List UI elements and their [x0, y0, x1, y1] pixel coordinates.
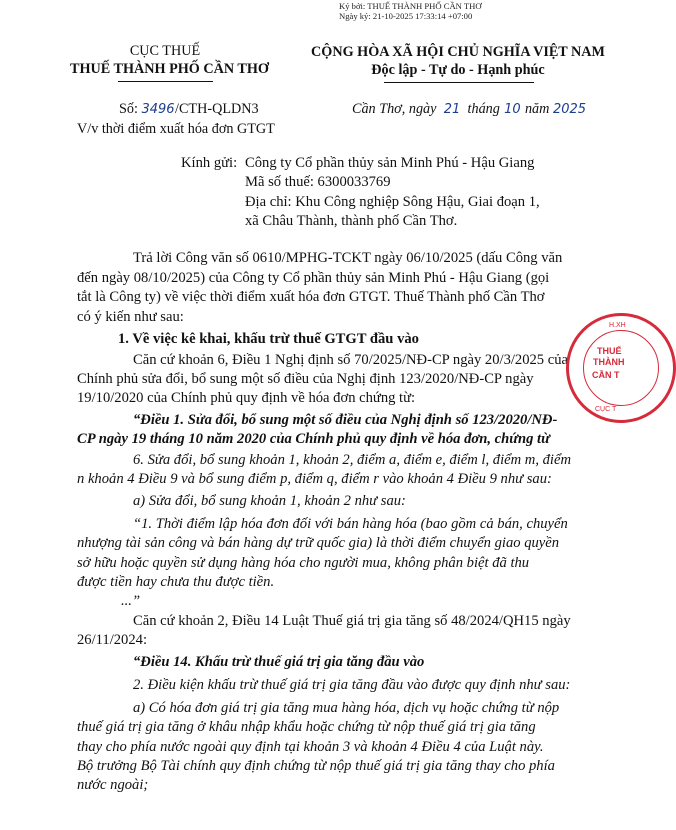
date-month-handwritten: 10 [504, 102, 521, 117]
intro-line-2: đến ngày 08/10/2025) của Công ty Cổ phần thủy sản Minh Phú - Hậu Giang (gọi [77, 270, 550, 286]
date-day-handwritten: 21 [443, 102, 461, 117]
motto: Độc lập - Tự do - Hạnh phúc [371, 62, 545, 78]
nd70-line-3: 19/10/2020 của Chính phủ quy định về hóa đơn chứng từ: [77, 390, 416, 406]
document-number [119, 101, 259, 118]
law48-line-2: 26/11/2024: [77, 632, 147, 648]
article14-a-line-2: thuế giá trị gia tăng ở khâu nhập khẩu hoặc chứng từ nộp thuế giá trị gia tăng [77, 719, 536, 735]
recipient-address-1: Địa chỉ: Khu Công nghiệp Sông Hậu, Giai đoạn 1, [245, 194, 540, 210]
office-name: THUẾ THÀNH PHỐ CẦN THƠ [70, 61, 269, 77]
quote-1-line-3: sở hữu hoặc quyền sử dụng hàng hóa cho người mua, không phân biệt đã thu [77, 555, 530, 571]
article14-a-line-5: nước ngoài; [77, 777, 149, 793]
section-1-heading: 1. Về việc kê khai, khấu trừ thuế GTGT đầu vào [118, 331, 419, 347]
quote-a: a) Sửa đổi, bổ sung khoản 1, khoản 2 như sau: [133, 493, 406, 509]
country-name: CỘNG HÒA XÃ HỘI CHỦ NGHĨA VIỆT NAM [311, 44, 605, 60]
official-stamp [566, 313, 676, 423]
number-prefix: Số: [119, 101, 138, 117]
article1-line-1: “Điều 1. Sửa đổi, bổ sung một số điều của Nghị định số 123/2020/NĐ- [133, 412, 558, 428]
article1-line-2: CP ngày 19 tháng 10 năm 2020 của Chính phủ quy định về hóa đơn, chứng từ [77, 431, 550, 447]
stamp-edge-bottom: CỤC T [595, 406, 617, 413]
intro-line-4: có ý kiến như sau: [77, 309, 184, 325]
agency-name: CỤC THUẾ [129, 43, 201, 59]
article14-condition: 2. Điều kiện khấu trừ thuế giá trị gia tăng đầu vào được quy định như sau: [133, 677, 571, 693]
recipient-label: Kính gửi: [181, 155, 238, 171]
signature-line-2: Ngày ký: 21-10-2025 17:33:14 +07:00 [339, 11, 473, 21]
quote-1-line-1: “1. Thời điểm lập hóa đơn đối với bán hàng hóa (bao gồm cả bán, chuyển [133, 516, 568, 532]
stamp-line-1: THUẾ [597, 346, 622, 356]
date-month-label: tháng [467, 101, 500, 117]
subject-line: V/v thời điểm xuất hóa đơn GTGT [77, 121, 275, 137]
nd70-line-2: Chính phủ sửa đổi, bổ sung một số điều của Nghị định 123/2020/NĐ-CP ngày [77, 371, 534, 387]
signature-line-1: Ký bởi: THUẾ THÀNH PHỐ CẦN THƠ [339, 1, 482, 11]
stamp-line-3: CẦN T [592, 370, 620, 380]
date-prefix: Cần Thơ, ngày [352, 101, 437, 117]
recipient-company: Công ty Cổ phần thủy sản Minh Phú - Hậu Giang [245, 155, 535, 171]
law48-line-1: Căn cứ khoản 2, Điều 14 Luật Thuế giá trị gia tăng số 48/2024/QH15 ngày [133, 613, 571, 629]
point6-line-2: n khoản 4 Điều 9 và bổ sung điểm p, điểm q, điểm r vào khoản 4 Điều 9 như sau: [77, 471, 552, 487]
document-date [352, 101, 587, 118]
intro-line-3: tắt là Công ty) về việc thời điểm xuất hóa đơn GTGT. Thuế Thành phố Cần Thơ [77, 289, 545, 305]
number-suffix: /CTH-QLDN3 [175, 101, 259, 117]
quote-ellipsis: ...” [121, 593, 141, 609]
date-year-label: năm [524, 101, 550, 117]
office-underline [118, 81, 213, 82]
article14-a-line-3: thay cho phía nước ngoài quy định tại khoản 3 và khoản 4 Điều 4 của Luật này. [77, 739, 544, 755]
article14-a-line-1: a) Có hóa đơn giá trị gia tăng mua hàng hóa, dịch vụ hoặc chứng từ nộp [133, 700, 560, 716]
point6-line-1: 6. Sửa đổi, bổ sung khoản 1, khoản 2, điểm a, điểm e, điểm l, điểm m, điểm [133, 452, 572, 468]
stamp-inner-ring [583, 330, 659, 406]
quote-1-line-4: được tiền hay chưa thu được tiền. [77, 574, 275, 590]
nd70-line-1: Căn cứ khoản 6, Điều 1 Nghị định số 70/2025/NĐ-CP ngày 20/3/2025 của [133, 352, 569, 368]
article14-a-line-4: Bộ trưởng Bộ Tài chính quy định chứng từ nộp thuế giá trị gia tăng thay cho phía [77, 758, 555, 774]
intro-line-1: Trả lời Công văn số 0610/MPHG-TCKT ngày 06/10/2025 (dấu Công văn [133, 250, 563, 266]
recipient-tax-code: Mã số thuế: 6300033769 [245, 174, 391, 190]
quote-1-line-2: nhượng tài sản công và bán hàng dự trữ quốc gia) là thời điểm chuyển giao quyền [77, 535, 560, 551]
article14-heading: “Điều 14. Khấu trừ thuế giá trị gia tăng đầu vào [133, 654, 425, 670]
recipient-address-2: xã Châu Thành, thành phố Cần Thơ. [245, 213, 458, 229]
date-year-handwritten: 2025 [552, 102, 587, 117]
stamp-line-2: THÀNH [593, 357, 625, 367]
number-handwritten: 3496 [141, 102, 175, 117]
motto-underline [384, 82, 534, 83]
stamp-edge-top: H.XH [609, 322, 626, 329]
